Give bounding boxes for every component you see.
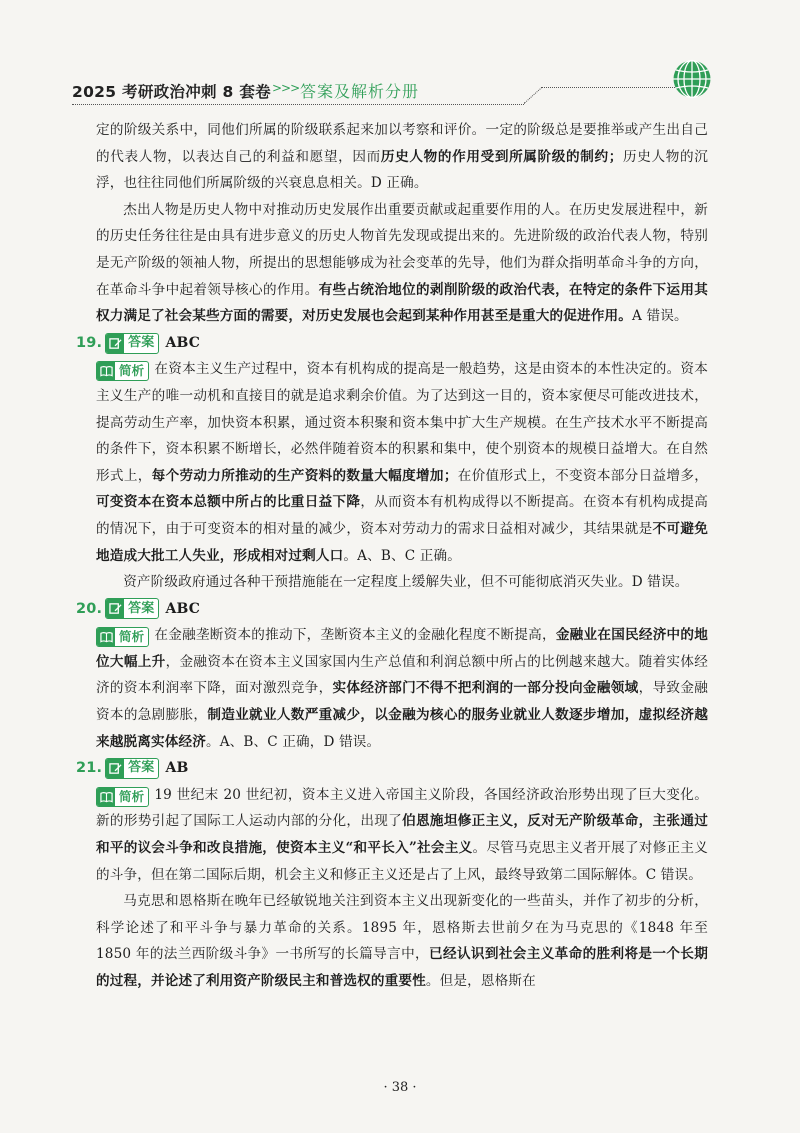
text-run: 。但是，恩格斯在 [425, 973, 536, 989]
answer-value: AB [165, 760, 189, 777]
emphasized-text: 每个劳动力所推动的生产资料的数量大幅度增加； [151, 467, 458, 484]
analysis-paragraph [96, 356, 708, 569]
text-run: 。尽管马克思主义者开展了对修正主义的斗争，但在第二国际后期，机会主义和修正主义还是占了上风，最终导致第二国际解体。C 错误。 [96, 840, 708, 883]
header-divider-top [541, 87, 677, 88]
emphasized-text: 金融业在国民经济中的地位大幅上升 [96, 627, 708, 670]
emphasized-text: 伯恩施坦修正主义，反对无产阶级革命，主张通过和平的议会斗争和改良措施，使资本主义“和平长入”社会主义 [96, 813, 708, 857]
header-divider [72, 104, 524, 105]
analysis-label: 简析 [119, 628, 145, 644]
emphasized-text: 可变资本在资本总额中所占的比重日益下降 [96, 494, 361, 511]
answer-label: 答案 [128, 760, 155, 776]
book-icon [97, 628, 115, 646]
page-content [76, 117, 709, 995]
emphasized-text: 历史人物的作用受到所属阶级的制约； [380, 148, 623, 165]
pencil-icon [106, 759, 124, 778]
text-run: 。A、B、C 正确，D 错误。 [205, 733, 381, 750]
paragraph [96, 117, 708, 197]
question-number: 20. [76, 600, 103, 617]
text-run: ，金融资本在资本主义国家国内生产总值和利润总额中所占的比例越来越大。随着实体经济的资本利润率下降，面对激烈竞争， [96, 653, 709, 697]
analysis-text [96, 787, 708, 883]
text-run: 马克思和恩格斯在晚年已经敏锐地关注到资本主义出现新变化的一些苗头，并作了初步的分析，科学论述了和平斗争与暴力革命的关系。1895 年，恩格斯去世前夕在为马克思的《1848 年至 1850 年的法兰西阶级斗争》一书所写的长篇导言中， [96, 893, 708, 963]
text-run: 历史人物的沉浮，也往往同他们所属阶级的兴衰息息相关。D 正确。 [96, 148, 708, 192]
answer-row [76, 755, 708, 782]
analysis-paragraph [96, 622, 708, 755]
answer-value: ABC [165, 334, 201, 351]
book-icon [97, 362, 115, 380]
answer-badge [105, 758, 159, 779]
text-run: 在金融垄断资本的推动下，垄断资本主义的金融化程度不断提高， [154, 627, 556, 644]
book-series-title: 2025 考研政治冲刺 8 套卷 [72, 83, 271, 101]
emphasized-text: 不可避免地造成大批工人失业，形成相对过剩人口 [96, 520, 708, 564]
emphasized-text: 已经认识到社会主义革命的胜利将是一个长期的过程，并论述了利用资产阶级民主和普选权的重要性 [96, 946, 708, 989]
paragraph [96, 197, 708, 330]
text-run: 杰出人物是历史人物中对推动历史发展作出重要贡献或起重要作用的人。在历史发展进程中，新的历史任务往往是由具有进步意义的历史人物首先发现或提出来的。先进阶级的政治代表人物，特别是无产阶级的领袖人物，所提出的思想能够成为社会变革的先导，他们为群众指明革命斗争的方向，在革命斗争中起着领导核心的作用。 [96, 201, 708, 298]
analysis-badge [96, 627, 149, 647]
text-run: ，从而资本有机构成得以不断提高。在资本有机构成提高的情况下，由于可变资本的相对量的减少，资本对劳动力的需求日益相对减少，其结果就是 [96, 494, 708, 537]
book-icon [97, 788, 115, 806]
answer-label: 答案 [128, 600, 155, 616]
analysis-text [96, 361, 708, 563]
book-section-title: 答案及解析分册 [300, 82, 420, 101]
pencil-icon [106, 599, 124, 618]
analysis-label: 简析 [119, 363, 145, 379]
answer-row [76, 330, 708, 357]
text-run: 在资本主义生产过程中，资本有机构成的提高是一般趋势，这是由资本的本性决定的。资本主义生产的唯一动机和直接目的就是追求剩余价值。为了达到这一目的，资本家便尽可能改进技术，提高劳动生产率，加快资本积累，通过资本积聚和资本集中扩大生产规模。在生产技术水平不断提高的条件下，资本积累不断增长，必然伴随着资本的积累和集中，使个别资本的规模日益增大。在自然形式上， [96, 361, 708, 484]
text-run: ，导致金融资本的急剧膨胀， [96, 680, 708, 724]
header-divider-rise [524, 87, 543, 104]
emphasized-text: 有些占统治地位的剥削阶级的政治代表，在特定的条件下运用其权力满足了社会某些方面的需要，对历史发展也会起到某种作用甚至是重大的促进作用。 [96, 281, 708, 325]
question-number: 21. [76, 760, 103, 777]
analysis-label: 简析 [119, 788, 145, 804]
text-run: 在价值形式上，不变资本部分日益增多， [457, 467, 708, 484]
text-run: 。A、B、C 正确。 [343, 547, 461, 564]
answer-label: 答案 [128, 334, 155, 350]
paragraph [96, 888, 708, 994]
analysis-badge [96, 787, 149, 807]
header-arrows: >>> [272, 81, 300, 95]
question-number: 19. [76, 334, 103, 351]
analysis-paragraph [96, 782, 708, 888]
text-run: 定的阶级关系中，同他们所属的阶级联系起来加以考察和评价。一定的阶级总是要推举或产生出自己的代表人物，以表达自己的利益和愿望，因而 [96, 122, 708, 165]
analysis-badge [96, 361, 149, 381]
answer-badge [105, 598, 159, 619]
page-number: · 38 · [383, 1080, 417, 1095]
analysis-text [96, 627, 708, 749]
pencil-icon [106, 334, 124, 353]
answer-value: ABC [165, 600, 201, 617]
text-run: A 错误。 [632, 308, 688, 325]
emphasized-text: 实体经济部门不得不把利润的一部分投向金融领域 [332, 680, 639, 697]
answer-row [76, 596, 708, 623]
globe-icon [672, 59, 712, 99]
text-run: 19 世纪末 20 世纪初，资本主义进入帝国主义阶段，各国经济政治形势出现了巨大变化。新的形势引起了国际工人运动内部的分化，出现了 [96, 786, 708, 830]
paragraph [96, 569, 708, 596]
emphasized-text: 制造业就业人数严重减少，以金融为核心的服务业就业人数逐步增加，虚拟经济越来越脱离实体经济 [96, 707, 708, 750]
answer-badge [105, 333, 159, 354]
text-run: 资产阶级政府通过各种干预措施能在一定程度上缓解失业，但不可能彻底消灭失业。D 错误。 [123, 574, 689, 591]
